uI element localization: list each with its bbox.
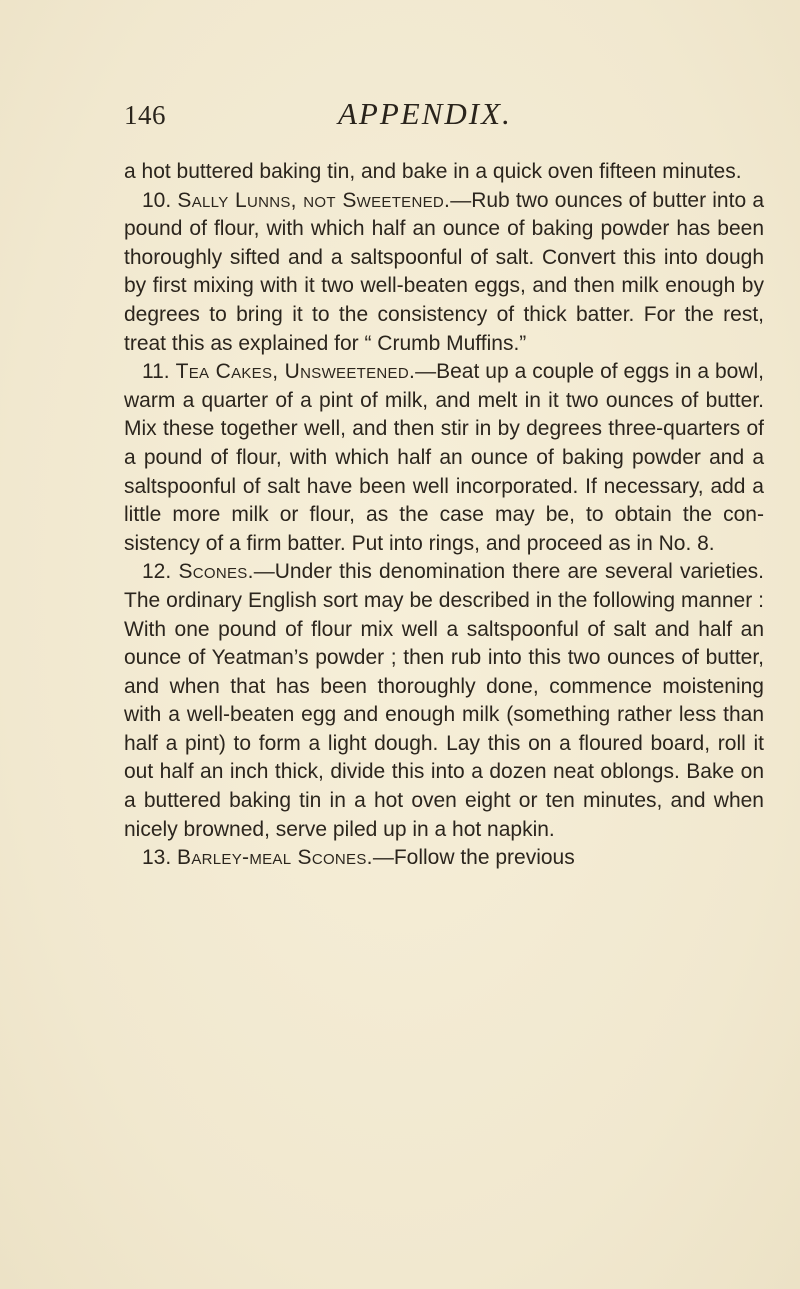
recipe-number: 12. <box>142 560 172 584</box>
recipe-10-sally-lunns <box>124 187 764 359</box>
recipe-title: Scones. <box>178 560 254 584</box>
recipe-11-tea-cakes <box>124 358 764 558</box>
running-head: APPENDIX. <box>338 96 512 131</box>
recipe-title: Tea Cakes, Unsweetened. <box>175 360 416 384</box>
recipe-title: Barley-meal Scones. <box>177 846 373 870</box>
recipe-13-barley-meal-scones <box>124 844 764 873</box>
paragraph-body: —Beat up a couple of eggs in a bowl, warm a quarter of a pint of milk, and melt in it two ounces of butter. Mix these together well, and then stir in by degrees three-quarters of a pound of flour, with which half an ounce of baking powder and a saltspoonful of salt have been well incorporated. If necessary, add a little more milk or flour, as the case may be, to obtain the consistency of a firm batter. Put into rings, and proceed as in No. 8. <box>124 360 764 555</box>
recipe-number: 13. <box>142 846 172 870</box>
paragraph-body: a hot buttered baking tin, and bake in a quick oven fifteen minutes. <box>124 160 742 183</box>
recipe-number: 11. <box>142 360 170 384</box>
recipe-title: Sally Lunns, not Sweetened. <box>177 188 451 212</box>
paragraph-body: —Follow the previous <box>372 846 575 870</box>
page-header <box>124 96 764 136</box>
paragraph-continued <box>124 158 764 187</box>
paragraph-body: —Rub two ounces of butter into a pound of flour, with which half an ounce of baking powder has been thoroughly sifted and a saltspoonful of salt. Convert this into dough by first mixing with it two well-beaten eggs, and then milk enough by degrees to bring it to the consistency of thick batter. For the rest, treat this as explained for “ Crumb Muffins.” <box>124 188 764 355</box>
recipe-12-scones <box>124 558 764 844</box>
recipe-number: 10. <box>142 188 172 212</box>
page-number: 146 <box>124 100 166 130</box>
page-body <box>124 158 764 873</box>
paragraph-body: —Under this denomination there are several varieties. The ordinary English sort may be described in the following manner : With one pound of flour mix well a saltspoonful of salt and half an ounce of Yeatman’s powder ; then rub into this two ounces of butter, and when that has been thoroughly done, commence moistening with a well-beaten egg and enough milk (something rather less than half a pint) to form a light dough. Lay this on a floured board, roll it out half an inch thick, divide this into a dozen neat oblongs. Bake on a buttered baking tin in a hot oven eight or ten minutes, and when nicely browned, serve piled up in a hot napkin. <box>124 560 764 841</box>
